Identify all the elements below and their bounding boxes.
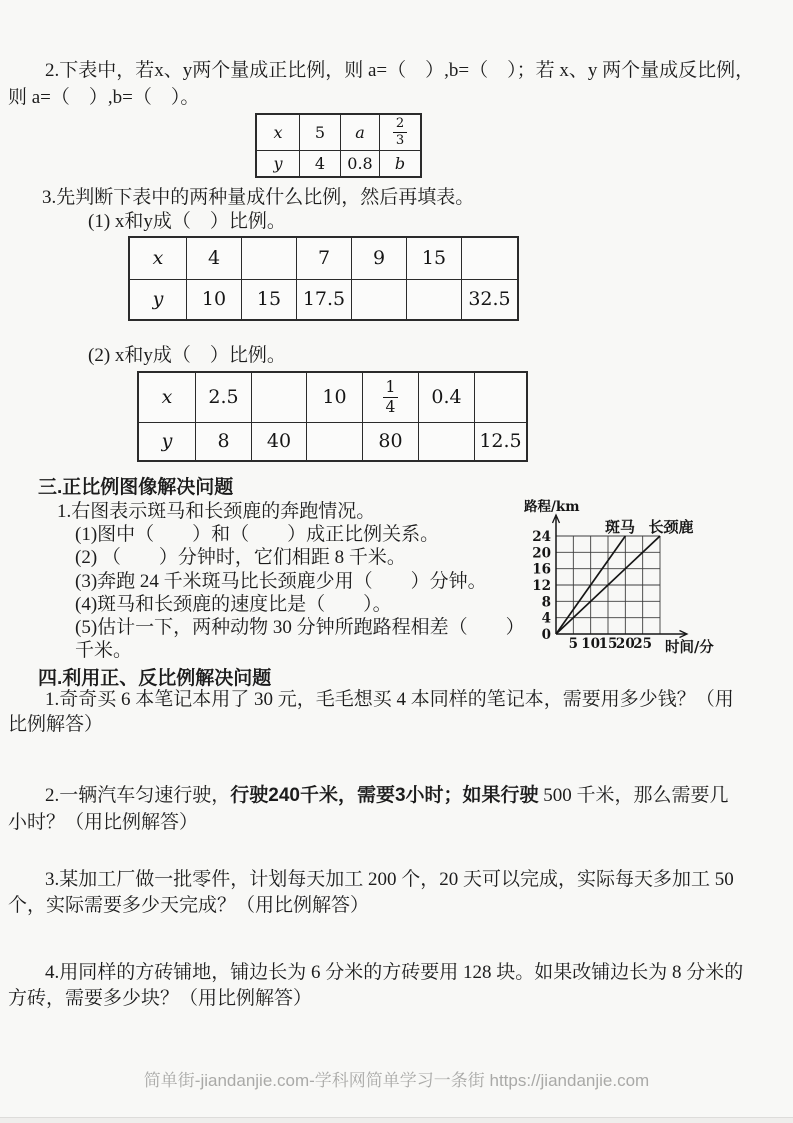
y-tick-label: 12: [532, 578, 551, 594]
table-cell: [407, 279, 462, 320]
table-cell: 0.8: [341, 150, 380, 177]
section3: [0, 476, 525, 662]
table-cell: [363, 372, 419, 422]
table-cell: 7: [297, 237, 352, 279]
table-cell: [419, 422, 475, 461]
table-cell: a: [341, 114, 380, 150]
q2-text-regular: 2.一辆汽车匀速行驶，: [45, 785, 231, 806]
x-tick-label: 25: [633, 636, 653, 652]
section4-q3-line2: 个，实际需要多少天完成？（用比例解答）: [8, 895, 370, 916]
table-cell: x: [129, 237, 187, 279]
y-tick-label: 8: [541, 594, 551, 611]
table-cell: 17.5: [297, 279, 352, 320]
table-cell: 12.5: [475, 422, 528, 461]
fraction-value: $\frac{1}{4}$: [383, 379, 399, 415]
y-tick-label: 24: [532, 529, 551, 545]
x-tick-label: 20: [615, 636, 635, 652]
section3-intro: 1.右图表示斑马和长颈鹿的奔跑情况。: [57, 501, 376, 522]
table-cell: 15: [407, 237, 462, 279]
next-page-edge: [0, 1117, 793, 1123]
table-cell: y: [138, 422, 196, 461]
chart-xlabel: 时间/分: [665, 639, 714, 656]
distance-time-chart: [520, 497, 788, 667]
q2-text-regular-2: 500 千米，那么需要几: [538, 785, 729, 806]
section3-item-4: (4)斑马和长颈鹿的速度比是（ ）。: [75, 593, 392, 615]
table-cell: 40: [252, 422, 307, 461]
question3-table1-grid: [128, 236, 519, 321]
section4-q1-line1: 1.奇奇买 6 本笔记本用了 30 元，毛毛想买 4 本同样的笔记本，需要用多少钱？（用: [45, 689, 734, 710]
question2-table: [255, 113, 422, 178]
table-row: [129, 237, 518, 279]
table-cell: x: [138, 372, 196, 422]
y-tick-label: 4: [541, 610, 551, 627]
table-cell: [242, 237, 297, 279]
question3-table2-grid: [137, 371, 528, 462]
table-row: [129, 279, 518, 320]
table-cell: 10: [187, 279, 242, 320]
section4-q2-line2: 小时？（用比例解答）: [8, 812, 199, 833]
table-cell: 10: [307, 372, 363, 422]
table-cell: 80: [363, 422, 419, 461]
question3-part2-label: (2) x和y成（ ）比例。: [88, 345, 286, 366]
table-row: [138, 422, 527, 461]
section4-q1: [8, 687, 768, 737]
question3-table2: [137, 371, 528, 462]
table-cell: 0.4: [419, 372, 475, 422]
legend-label-giraffe: 长颈鹿: [648, 518, 694, 536]
section3-item-2: (2) （ ）分钟时，它们相距 8 千米。: [75, 547, 406, 569]
q2-text-bold: 行驶240千米，需要3小时；如果行驶: [230, 785, 539, 806]
section4-q4-line2: 方砖，需要多少块？（用比例解答）: [8, 988, 313, 1009]
section3-item-1: (1)图中（ ）和（ ）成正比例关系。: [75, 524, 440, 546]
section4-q2: [8, 782, 768, 836]
chart-canvas: [520, 497, 788, 667]
section4-q2-line1: [8, 782, 768, 809]
table-cell: [252, 372, 307, 422]
table-cell: x: [256, 114, 300, 150]
table-cell: 5: [300, 114, 341, 150]
table-cell: 32.5: [462, 279, 519, 320]
question2-paragraph: [8, 57, 768, 111]
section4-q4: [8, 960, 768, 1012]
section3-item-3: (3)奔跑 24 千米斑马比长颈鹿少用（ ）分钟。: [75, 570, 487, 592]
table-cell: [475, 372, 528, 422]
table-cell: 4: [187, 237, 242, 279]
y-tick-label: 20: [532, 545, 551, 562]
table-cell: [352, 279, 407, 320]
question3-part1-label: (1) x和y成（ ）比例。: [88, 211, 286, 232]
section4-heading: 四.利用正、反比例解决问题: [38, 668, 272, 689]
table-cell: 15: [242, 279, 297, 320]
y-tick-label: 0: [541, 627, 551, 643]
table-cell: [380, 114, 422, 150]
footer-watermark: 简单街-jiandanjie.com-学科网简单学习一条街 https://jiandanjie.com: [143, 1071, 650, 1090]
fraction-value: $\frac{2}{3}$: [393, 117, 407, 148]
table-cell: [307, 422, 363, 461]
question3-table1: [128, 236, 519, 321]
x-tick-label: 15: [598, 636, 618, 652]
section4-q3: [8, 867, 768, 919]
x-tick-label: 5: [568, 636, 579, 652]
table-cell: 2.5: [196, 372, 252, 422]
section3-item-5: (5)估计一下，两种动物 30 分钟所跑路程相差（ ）千米。: [75, 617, 525, 662]
question2-line1: 2.下表中，若x、y两个量成正比例，则 a=（ ）,b=（ ）；若 x、y 两个量成反比例，: [45, 60, 755, 81]
table-cell: y: [256, 150, 300, 177]
section4-q1-line2: 比例解答）: [8, 714, 104, 735]
table-cell: 9: [352, 237, 407, 279]
table-cell: b: [380, 150, 422, 177]
x-tick-label: 10: [581, 636, 601, 652]
table-row: [256, 114, 421, 150]
table-cell: 8: [196, 422, 252, 461]
question2-line2: 则 a=（ ）,b=（ ）。: [8, 87, 200, 108]
table-cell: y: [129, 279, 187, 320]
table-cell: 4: [300, 150, 341, 177]
question3-text: 3.先判断下表中的两种量成什么比例，然后再填表。: [42, 187, 475, 208]
y-tick-label: 16: [532, 561, 551, 578]
chart-ylabel: 路程/km: [524, 499, 580, 515]
table-row: [256, 150, 421, 177]
table-row: [138, 372, 527, 422]
section3-heading: 三.正比例图像解决问题: [38, 477, 234, 498]
section4-q4-line1: 4.用同样的方砖铺地，铺边长为 6 分米的方砖要用 128 块。如果改铺边长为 8 分米的: [45, 962, 744, 983]
table-cell: [462, 237, 519, 279]
question2-table-grid: [255, 113, 422, 178]
section4-q3-line1: 3.某加工厂做一批零件，计划每天加工 200 个，20 天可以完成，实际每天多加工 50: [45, 869, 734, 890]
legend-label-zebra: 斑马: [604, 518, 636, 536]
